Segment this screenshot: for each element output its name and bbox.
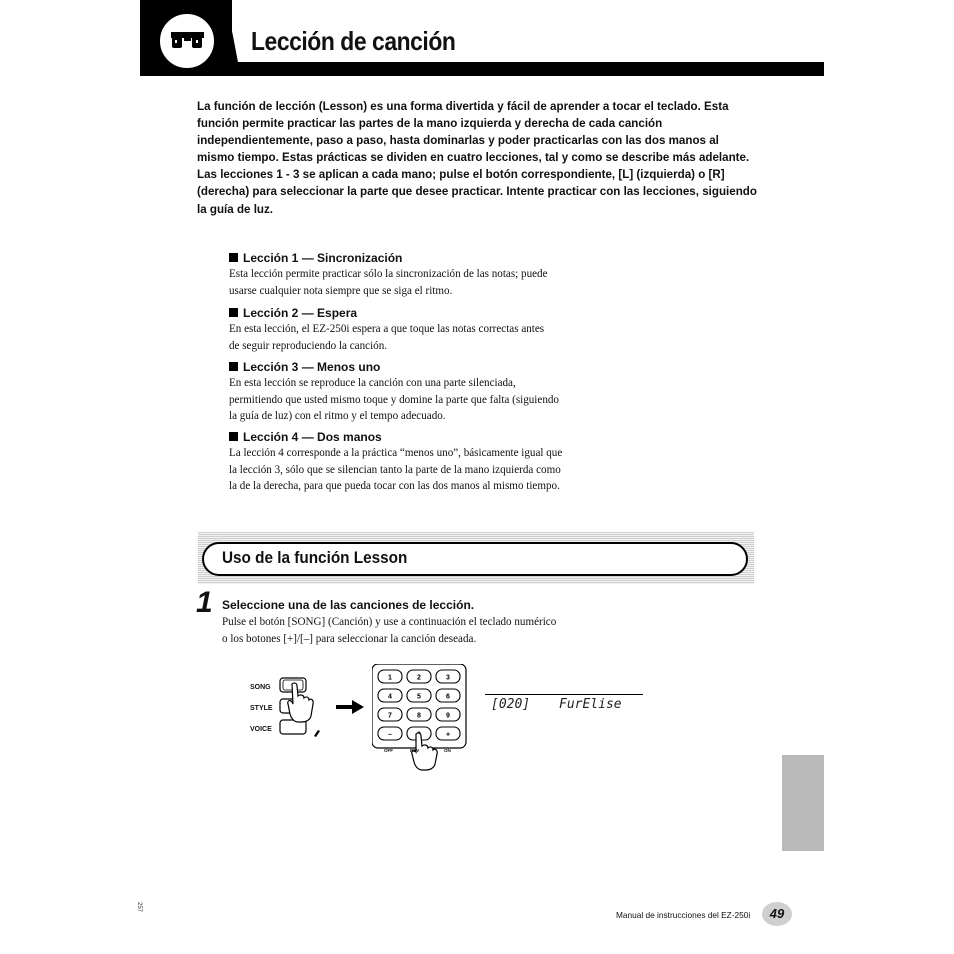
keypad-key-label: 3	[446, 674, 450, 682]
numeric-keypad	[372, 664, 472, 772]
lesson-2-body	[229, 321, 609, 354]
lesson-1-line: Esta lección permite practicar sólo la sincronización de las notas; puede	[229, 268, 548, 280]
lesson-2	[229, 306, 609, 354]
step-line: Pulse el botón [SONG] (Canción) y use a continuación el teclado numérico	[222, 616, 557, 628]
song-label: SONG	[250, 684, 271, 691]
keyboard-icon	[160, 14, 214, 68]
page-title: Lección de canción	[251, 26, 456, 56]
lesson-2-line: En esta lección, el EZ-250i espera a que toque las notas correctas antes	[229, 323, 545, 335]
bullet-square-icon	[229, 308, 238, 317]
intro-paragraph	[197, 98, 757, 218]
voice-label: VOICE	[250, 726, 272, 733]
lesson-1	[229, 251, 609, 299]
keypad-key-label: 2	[417, 674, 421, 682]
lesson-3-body	[229, 375, 609, 425]
header-slant	[214, 0, 238, 62]
keypad-key-label: 8	[417, 712, 421, 720]
style-label: STYLE	[250, 705, 273, 712]
lesson-4-body	[229, 445, 609, 495]
lesson-1-line: usarse cualquier nota siempre que se siga el ritmo.	[229, 284, 453, 297]
step-line: o los botones [+]/[–] para seleccionar la canción deseada.	[222, 632, 477, 645]
keypad-key-label: 5	[417, 693, 421, 701]
keypad-key-label: 6	[446, 693, 450, 701]
lcd-song-number: [020]	[491, 697, 531, 712]
keypad-on-label: ON	[444, 748, 451, 753]
intro-text: La función de lección (Lesson) es una forma divertida y fácil de aprender a tocar el teclado. Esta función permite practicar las partes de la mano izquierda y derecha de cada canción independientemente, paso a paso, hasta dominarlas y poder practicarlas con las dos manos al mismo tiempo. Estas prácticas se dividen en cuatro lecciones, tal y como se describe más adelante. Las lecciones 1 - 3 se aplican a cada mano; pulse el botón correspondiente, [L] (izquierda) o [R] (derecha) para seleccionar la parte que desee practicar. Intente practicar con las lecciones, siguiendo la guía de luz.	[197, 100, 757, 216]
lesson-4	[229, 430, 609, 495]
keypad-key-label: 7	[388, 712, 392, 720]
arrow-right-icon	[336, 700, 364, 714]
lesson-3-line: permitiendo que usted mismo toque y domine la parte que falta (siguiendo	[229, 393, 559, 406]
page-number: 49	[762, 902, 792, 926]
lesson-3-line: la guía de luz) con el ritmo y el tempo adecuado.	[229, 410, 446, 423]
bullet-square-icon	[229, 362, 238, 371]
keypad-key-label: 1	[388, 674, 392, 682]
lesson-icon-circle	[158, 12, 216, 70]
keypad-key-label: –	[388, 731, 392, 739]
keypad-off-label: OFF	[384, 748, 393, 753]
lesson-4-heading	[229, 430, 609, 445]
lesson-3-line: En esta lección se reproduce la canción con una parte silenciada,	[229, 377, 516, 389]
step-title: Seleccione una de las canciones de lección.	[222, 598, 475, 612]
lesson-3	[229, 360, 609, 425]
chapter-tab	[782, 755, 824, 851]
lesson-2-line: de seguir reproduciendo la canción.	[229, 339, 388, 352]
lesson-4-line: La lección 4 corresponde a la práctica “menos uno”, básicamente igual que	[229, 447, 563, 459]
lesson-3-title: Lección 3 — Menos uno	[243, 360, 381, 374]
lesson-2-heading	[229, 306, 609, 321]
keypad-key-label: 4	[388, 693, 392, 701]
footer-manual-title: Manual de instrucciones del EZ-250i	[616, 910, 751, 920]
lesson-1-body	[229, 266, 609, 299]
step-body	[222, 614, 622, 647]
bullet-square-icon	[229, 432, 238, 441]
header-rule	[140, 62, 824, 76]
keypad-rev-label: REV	[410, 748, 420, 753]
section-title: Uso de la función Lesson	[222, 548, 408, 567]
lesson-1-heading	[229, 251, 609, 266]
lesson-4-line: la de la derecha, para que pueda tocar con las dos manos al mismo tiempo.	[229, 480, 560, 493]
lesson-4-line: la lección 3, sólo que se silencian tanto la parte de la mano izquierda como	[229, 463, 561, 476]
lcd-display	[485, 694, 643, 719]
lesson-4-title: Lección 4 — Dos manos	[243, 430, 382, 444]
keypad-key-label: 9	[446, 712, 450, 720]
lesson-2-title: Lección 2 — Espera	[243, 306, 358, 320]
lcd-song-name: FurElise	[559, 697, 622, 712]
panel-buttons-diagram	[278, 676, 324, 742]
step-number: 1	[196, 586, 213, 619]
lesson-1-title: Lección 1 — Sincronización	[243, 251, 403, 265]
lesson-3-heading	[229, 360, 609, 375]
keypad-key-label: +	[445, 731, 451, 739]
bullet-square-icon	[229, 253, 238, 262]
side-code: 257	[136, 902, 142, 913]
